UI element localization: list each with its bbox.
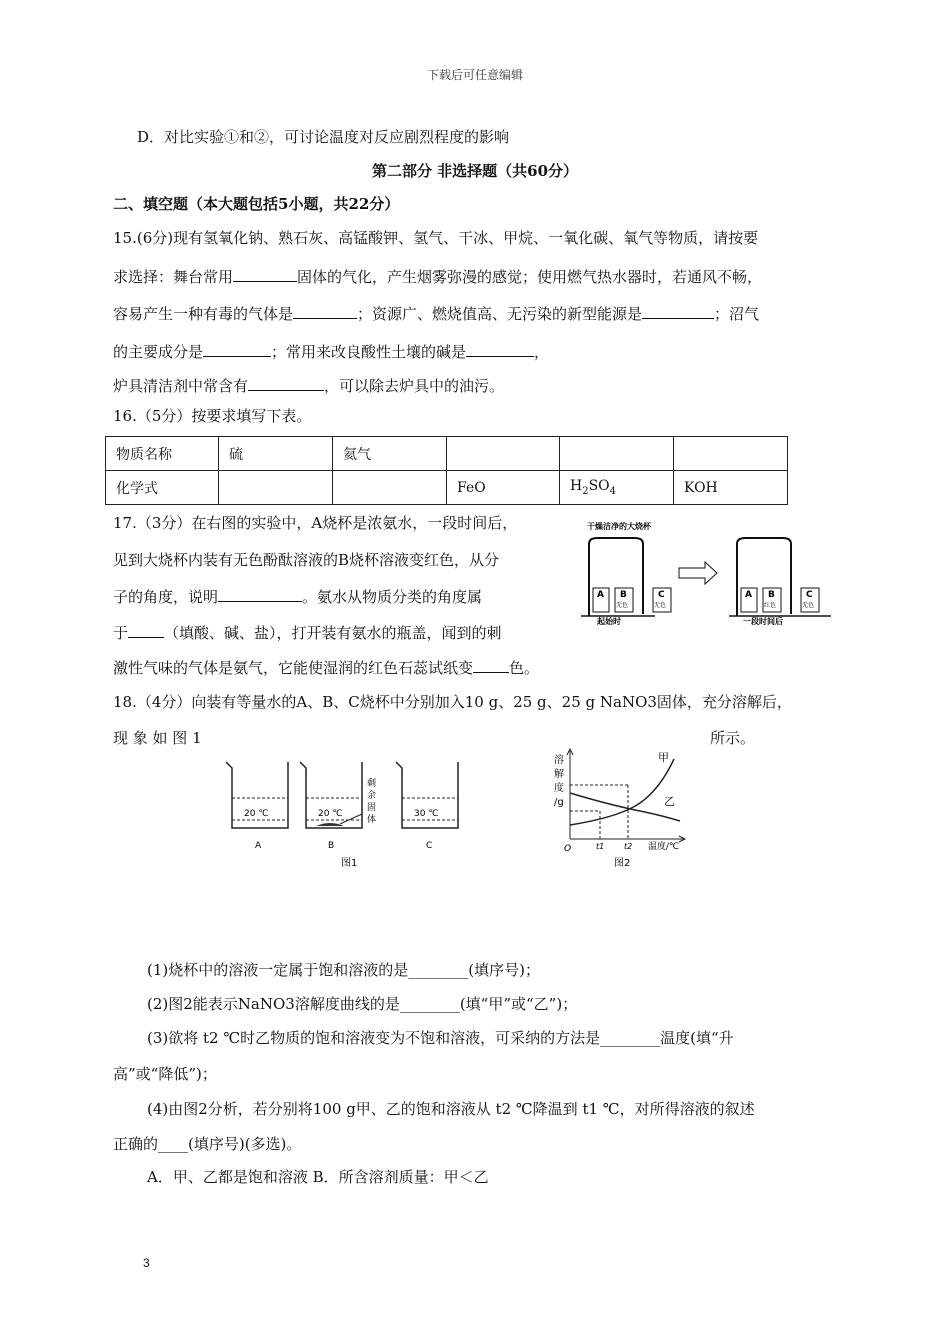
- figure-1-beakers: [220, 758, 475, 873]
- table-cell: [447, 471, 560, 505]
- temp-a: 20 ℃: [244, 809, 269, 819]
- q15-text: ，可以除去炉具中的油污。: [324, 377, 505, 395]
- figure-label-top: 干燥洁净的大烧杯: [587, 522, 651, 531]
- formula-part: H: [570, 478, 583, 495]
- q18-sub3-cont: 高”或“降低”)；: [113, 1065, 217, 1083]
- side-label: 体: [367, 815, 377, 825]
- label-c-colorless-left: 无色: [654, 602, 667, 609]
- formula-h2so4: [570, 478, 617, 497]
- label-a-right: A: [745, 590, 752, 600]
- beaker-label-c: C: [426, 841, 433, 851]
- q18-sub2: (2)图2能表示NaNO3溶解度曲线的是________(填“甲”或“乙”)；: [147, 995, 578, 1013]
- blank-biogas[interactable]: [203, 341, 271, 357]
- table-cell[interactable]: [674, 437, 788, 471]
- page-number: 3: [143, 1256, 150, 1270]
- beaker-label-a: A: [255, 841, 262, 851]
- q17-line1: 17.（3分）在右图的实验中，A烧杯是浓氨水，一段时间后，: [113, 514, 518, 532]
- blank-class[interactable]: [128, 622, 164, 638]
- q15-line3: [113, 303, 759, 324]
- blank-color[interactable]: [473, 657, 509, 673]
- blank-molecule[interactable]: [218, 586, 302, 602]
- q15-text: ；沼气: [714, 305, 760, 323]
- y-label: 度: [554, 783, 564, 794]
- solid-residue: [316, 823, 344, 826]
- q18-line1: 18.（4分）向装有等量水的A、B、C烧杯中分别加入10 g、25 g、25 g NaNO3固体，充分溶解后，: [113, 693, 792, 711]
- formula-sub: 2: [582, 485, 589, 497]
- tick-t1: t1: [596, 842, 605, 851]
- table-cell[interactable]: [333, 471, 447, 505]
- q17-line3: [113, 586, 482, 607]
- q17-text: 激性气味的气体是氨气，它能使湿润的红色石蕊试纸变: [113, 659, 474, 677]
- q15-text: 的主要成分是: [113, 343, 204, 361]
- figure-2-caption: 图2: [614, 858, 631, 869]
- table-cell: [560, 471, 674, 505]
- q17-text: （填酸、碱、盐），打开装有氨水的瓶盖，闻到的刺: [164, 624, 502, 642]
- table-cell[interactable]: [219, 471, 333, 505]
- q18-sub4-cont: 正确的____(填序号)(多选)。: [113, 1135, 302, 1153]
- blank-dry-ice[interactable]: [233, 266, 297, 282]
- q15-text: ；常用来改良酸性土壤的碱是: [271, 343, 467, 361]
- label-b-left: B: [620, 590, 627, 600]
- q18-line2b: 所示。: [710, 729, 756, 747]
- label-b-red: 红色: [764, 602, 777, 609]
- figure-2-solubility-chart: [540, 745, 710, 875]
- part-title: 第二部分 非选择题（共60分）: [371, 162, 579, 180]
- caption-start: 起始时: [597, 617, 621, 626]
- q15-text: 固体的气化，产生烟雾弥漫的感觉；使用燃气热水器时，若通风不畅，: [297, 268, 763, 286]
- blank-toxic-gas[interactable]: [293, 303, 357, 319]
- q15-line1: 15.(6分)现有氢氧化钠、熟石灰、高锰酸钾、氢气、干冰、甲烷、一氧化碳、氧气等物质，请按要: [113, 229, 759, 247]
- q15-text: 容易产生一种有毒的气体是: [113, 305, 294, 323]
- table-row: [106, 471, 788, 505]
- q15-line4: [113, 341, 549, 362]
- y-label: 溶: [554, 755, 564, 766]
- q15-text: 炉具清洁剂中常含有: [113, 377, 249, 395]
- q15-text: 求选择：舞台常用: [113, 268, 234, 286]
- table-cell: 化学式: [106, 471, 219, 505]
- residue-pointer: [340, 814, 362, 824]
- table-row: [106, 437, 788, 471]
- blank-cleaner[interactable]: [248, 375, 324, 391]
- q18-sub1: (1)烧杯中的溶液一定属于饱和溶液的是________(填序号)；: [147, 961, 540, 979]
- formula-part: SO: [588, 478, 610, 495]
- page-header: 下载后可任意编辑: [426, 68, 523, 82]
- table-cell[interactable]: [560, 437, 674, 471]
- q18-sub4: (4)由图2分析，若分别将100 g甲、乙的饱和溶液从 t2 ℃降温到 t1 ℃，对所得溶液的叙述: [147, 1100, 755, 1118]
- q15-text: ；资源广、燃烧值高、无污染的新型能源是: [357, 305, 643, 323]
- table-cell[interactable]: [447, 437, 560, 471]
- q18-options: A．甲、乙都是饱和溶液 B．所含溶剂质量：甲＜乙: [147, 1168, 489, 1186]
- side-label: 固: [367, 803, 377, 813]
- x-label: 温度/℃: [648, 842, 680, 852]
- series-yi-label: 乙: [664, 795, 675, 808]
- side-label: 剩: [367, 779, 377, 789]
- y-label: /g: [554, 797, 564, 808]
- figure-1-caption: 图1: [341, 858, 358, 869]
- q17-text: 于: [113, 624, 129, 642]
- q15-line2: [113, 266, 762, 287]
- ammonia-experiment-figure: [575, 518, 835, 630]
- label-b-right: B: [768, 590, 775, 600]
- section-title: 二、填空题（本大题包括5小题，共22分）: [113, 195, 400, 213]
- q17-text: 色。: [509, 659, 540, 677]
- table-cell: 硫: [219, 437, 333, 471]
- table-cell: KOH: [674, 471, 788, 505]
- temp-c: 30 ℃: [414, 809, 439, 819]
- beaker-label-b: B: [328, 841, 335, 851]
- origin-label: O: [564, 844, 572, 854]
- table-cell: 物质名称: [106, 437, 219, 471]
- label-c-colorless-right: 无色: [802, 602, 815, 609]
- q16-table: [105, 436, 788, 505]
- label-b-colorless: 无色: [616, 602, 629, 609]
- arrow-icon: [679, 562, 717, 584]
- q17-line2: 见到大烧杯内装有无色酚酞溶液的B烧杯溶液变红色，从分: [113, 551, 500, 569]
- label-c-left: C: [658, 590, 665, 600]
- q15-text: ，: [534, 343, 550, 361]
- formula-sub: 4: [609, 485, 617, 497]
- q15-line5: [113, 375, 504, 396]
- q16-title: 16.（5分）按要求填写下表。: [113, 407, 312, 425]
- q17-text: 子的角度，说明: [113, 588, 219, 606]
- q17-line5: [113, 657, 539, 678]
- temp-b: 20 ℃: [318, 809, 343, 819]
- option-d: D．对比实验①和②，可讨论温度对反应剧烈程度的影响: [137, 128, 510, 146]
- caption-later: 一段时间后: [743, 617, 783, 626]
- y-label: 解: [554, 769, 564, 780]
- blank-new-energy[interactable]: [642, 303, 714, 319]
- formula-feo: FeO: [457, 479, 486, 496]
- blank-base[interactable]: [466, 341, 534, 357]
- tick-t2: t2: [624, 842, 633, 851]
- q18-line2a: 现 象 如 图 1: [113, 729, 202, 747]
- series-jia-label: 甲: [658, 751, 669, 764]
- table-cell: 氦气: [333, 437, 447, 471]
- q17-line4: [113, 622, 502, 643]
- label-c-right: C: [806, 590, 813, 600]
- side-label: 余: [367, 791, 377, 801]
- q18-sub3: (3)欲将 t2 ℃时乙物质的饱和溶液变为不饱和溶液，可采纳的方法是________温度(填“升: [147, 1029, 734, 1047]
- q17-text: 。氨水从物质分类的角度属: [302, 588, 483, 606]
- label-a-left: A: [597, 590, 604, 600]
